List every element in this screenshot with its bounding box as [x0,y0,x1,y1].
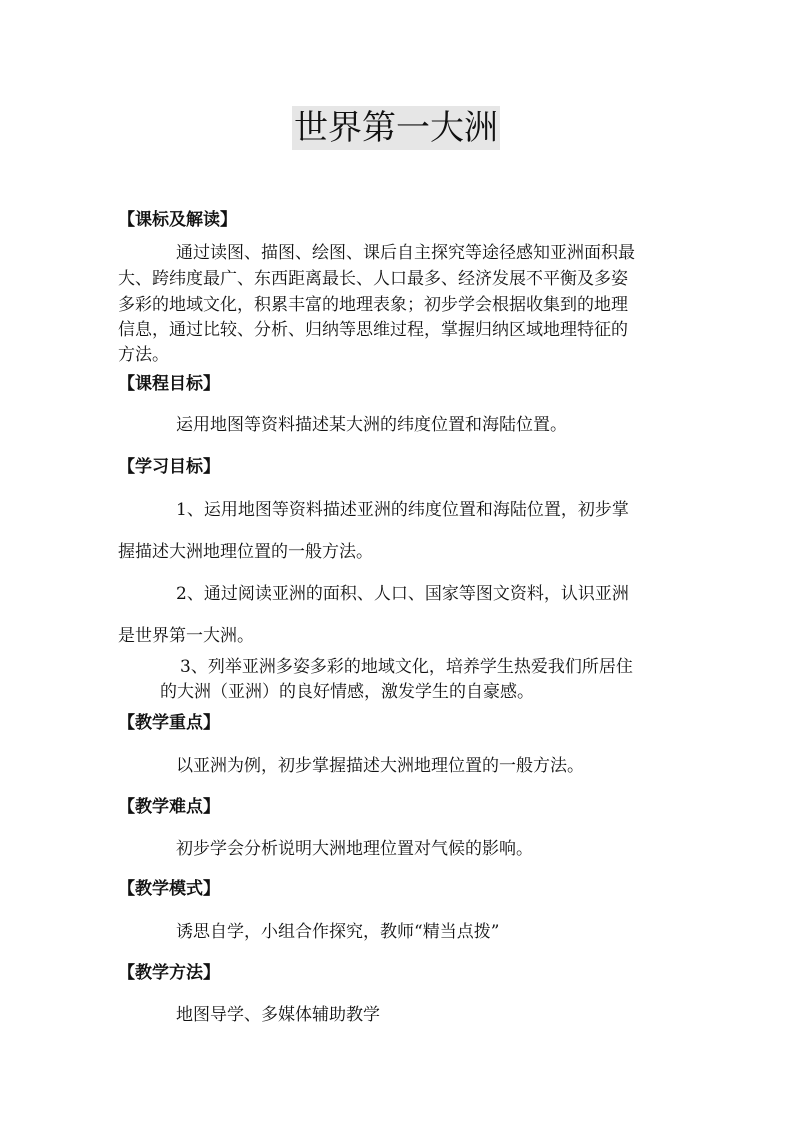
heading-mode: 【教学模式】 [118,879,220,899]
learning-goal-line: 是世界第一大洲。 [118,626,254,646]
learning-goal-line: 2、通过阅读亚洲的面积、人口、国家等图文资料，认识亚洲 [176,584,629,604]
learning-goal-line: 的大洲（亚洲）的良好情感，激发学生的自豪感。 [160,682,534,702]
standard-line: 大、跨纬度最广、东西距离最长、人口最多、经济发展不平衡及多姿 [118,269,628,289]
heading-course-goal: 【课程目标】 [118,374,220,394]
mode-text: 诱思自学，小组合作探究，教师“精当点拨” [176,922,500,942]
learning-goal-line: 1、运用地图等资料描述亚洲的纬度位置和海陆位置，初步掌 [176,500,629,520]
heading-difficulty: 【教学难点】 [118,797,220,817]
standard-line: 通过读图、描图、绘图、课后自主探究等途径感知亚洲面积最 [176,243,635,263]
page-title: 世界第一大洲 [294,108,498,148]
standard-line: 多彩的地域文化，积累丰富的地理表象；初步学会根据收集到的地理 [118,295,628,315]
heading-standard: 【课标及解读】 [118,210,237,230]
heading-method: 【教学方法】 [118,963,220,983]
method-text: 地图导学、多媒体辅助教学 [176,1005,380,1025]
learning-goal-line: 3、列举亚洲多姿多彩的地域文化，培养学生热爱我们所居住 [180,657,633,677]
difficulty-text: 初步学会分析说明大洲地理位置对气候的影响。 [176,839,533,859]
course-goal-text: 运用地图等资料描述某大洲的纬度位置和海陆位置。 [176,415,567,435]
learning-goal-line: 握描述大洲地理位置的一般方法。 [118,542,373,562]
heading-learning-goals: 【学习目标】 [118,457,220,477]
key-point-text: 以亚洲为例，初步掌握描述大洲地理位置的一般方法。 [176,756,584,776]
heading-key-point: 【教学重点】 [118,713,220,733]
standard-line: 信息，通过比较、分析、归纳等思维过程，掌握归纳区域地理特征的 [118,320,628,340]
standard-line: 方法。 [118,345,169,365]
